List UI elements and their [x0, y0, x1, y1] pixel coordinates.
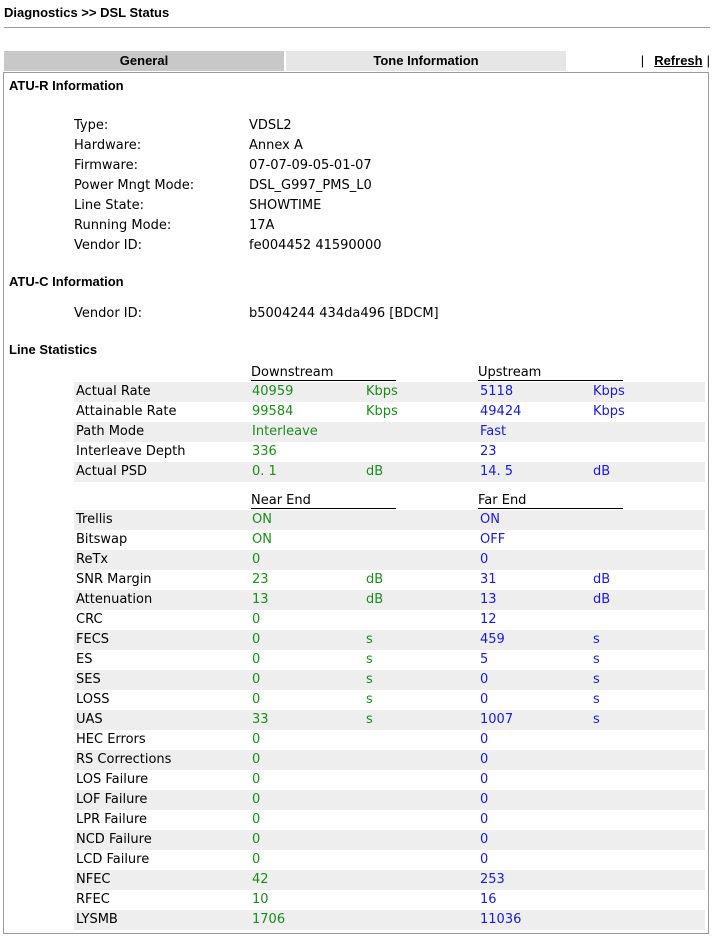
downstream-value: 0 — [252, 832, 261, 847]
upstream-value: 0 — [480, 552, 489, 567]
stat-label: Path Mode — [76, 424, 145, 439]
refresh-link[interactable]: Refresh — [654, 53, 703, 68]
upstream-value: 23 — [480, 444, 497, 459]
stat-label: SNR Margin — [76, 572, 152, 587]
info-label: Vendor ID: — [74, 306, 143, 321]
stat-label: Actual PSD — [76, 464, 147, 479]
stat-row — [74, 690, 705, 710]
stat-row — [74, 402, 705, 422]
downstream-value: 336 — [252, 444, 277, 459]
stat-row — [74, 710, 705, 730]
downstream-value: ON — [252, 532, 272, 547]
downstream-value: 0 — [252, 852, 261, 867]
upstream-value: 16 — [480, 892, 497, 907]
upstream-value: 253 — [480, 872, 505, 887]
info-value: VDSL2 — [249, 118, 292, 133]
stat-row — [74, 650, 705, 670]
stat-row — [74, 810, 705, 830]
downstream-unit: s — [366, 632, 373, 647]
tab-tone-information[interactable]: Tone Information — [286, 51, 566, 71]
stat-row — [74, 382, 705, 402]
downstream-value: Interleave — [252, 424, 318, 439]
atuc-section-title: ATU-C Information — [9, 274, 124, 289]
separator-pipe: | — [640, 53, 645, 68]
upstream-unit: dB — [593, 592, 611, 607]
near-end-header: Near End — [251, 493, 396, 509]
downstream-unit: Kbps — [366, 384, 398, 399]
upstream-value: 0 — [480, 732, 489, 747]
downstream-value: 40959 — [252, 384, 294, 399]
downstream-value: 13 — [252, 592, 269, 607]
info-label: Line State: — [74, 198, 145, 213]
stat-row — [74, 770, 705, 790]
stat-row — [74, 462, 705, 482]
upstream-value: 13 — [480, 592, 497, 607]
upstream-value: 0 — [480, 692, 489, 707]
downstream-value: 0 — [252, 792, 261, 807]
upstream-unit: s — [593, 652, 600, 667]
upstream-value: ON — [480, 512, 500, 527]
stat-row — [74, 550, 705, 570]
stat-label: LPR Failure — [76, 812, 148, 827]
info-label: Firmware: — [74, 158, 138, 173]
line-stats-title: Line Statistics — [9, 342, 98, 357]
info-label: Type: — [74, 118, 109, 133]
upstream-unit: s — [593, 692, 600, 707]
stat-label: LYSMB — [76, 912, 118, 927]
far-end-header: Far End — [478, 493, 623, 509]
stat-row — [74, 530, 705, 550]
title-divider — [4, 27, 710, 28]
stat-label: LCD Failure — [76, 852, 150, 867]
upstream-unit: s — [593, 632, 600, 647]
upstream-unit: Kbps — [593, 384, 625, 399]
stat-label: ES — [76, 652, 93, 667]
stat-label: Trellis — [76, 512, 113, 527]
upstream-value: 0 — [480, 772, 489, 787]
upstream-value: 5118 — [480, 384, 514, 399]
refresh-area — [566, 51, 710, 71]
info-value: DSL_G997_PMS_L0 — [249, 178, 372, 193]
downstream-unit: dB — [366, 464, 384, 479]
downstream-value: 0 — [252, 732, 261, 747]
downstream-value: 99584 — [252, 404, 294, 419]
stat-label: LOSS — [76, 692, 110, 707]
upstream-value: 0 — [480, 672, 489, 687]
info-label: Power Mngt Mode: — [74, 178, 195, 193]
downstream-value: 0 — [252, 752, 261, 767]
stat-label: SES — [76, 672, 101, 687]
downstream-value: 1706 — [252, 912, 286, 927]
upstream-unit: s — [593, 712, 600, 727]
upstream-value: 5 — [480, 652, 489, 667]
upstream-header: Upstream — [478, 365, 623, 381]
upstream-value: 0 — [480, 812, 489, 827]
downstream-value: 0 — [252, 632, 261, 647]
stat-label: LOS Failure — [76, 772, 149, 787]
upstream-value: OFF — [480, 532, 506, 547]
info-value: b5004244 434da496 [BDCM] — [249, 306, 439, 321]
upstream-value: 11036 — [480, 912, 522, 927]
stat-row — [74, 750, 705, 770]
stat-row — [74, 630, 705, 650]
stat-row — [74, 910, 705, 930]
downstream-value: ON — [252, 512, 272, 527]
stat-label: LOF Failure — [76, 792, 148, 807]
stat-label: Bitswap — [76, 532, 128, 547]
stat-row — [74, 870, 705, 890]
downstream-value: 0 — [252, 772, 261, 787]
stat-label: Attenuation — [76, 592, 153, 607]
downstream-value: 0 — [252, 692, 261, 707]
stat-row — [74, 670, 705, 690]
upstream-value: 14. 5 — [480, 464, 514, 479]
downstream-unit: dB — [366, 572, 384, 587]
stat-label: RS Corrections — [76, 752, 172, 767]
info-value: Annex A — [249, 138, 303, 153]
stat-label: Actual Rate — [76, 384, 151, 399]
stat-row — [74, 730, 705, 750]
info-value: fe004452 41590000 — [249, 238, 382, 253]
stat-label: Attainable Rate — [76, 404, 177, 419]
downstream-value: 0 — [252, 612, 261, 627]
stat-row — [74, 850, 705, 870]
info-label: Vendor ID: — [74, 238, 143, 253]
downstream-value: 0 — [252, 672, 261, 687]
stat-row — [74, 590, 705, 610]
upstream-value: 0 — [480, 832, 489, 847]
upstream-unit: s — [593, 672, 600, 687]
downstream-value: 0 — [252, 812, 261, 827]
page-title: Diagnostics >> DSL Status — [4, 5, 170, 20]
downstream-unit: s — [366, 672, 373, 687]
stat-row — [74, 442, 705, 462]
downstream-value: 0 — [252, 652, 261, 667]
info-value: 17A — [249, 218, 275, 233]
stat-label: NCD Failure — [76, 832, 152, 847]
separator-pipe: | — [706, 53, 710, 68]
downstream-value: 42 — [252, 872, 269, 887]
downstream-header: Downstream — [251, 365, 396, 381]
stat-row — [74, 890, 705, 910]
upstream-value: 12 — [480, 612, 497, 627]
upstream-value: 31 — [480, 572, 497, 587]
stat-row — [74, 570, 705, 590]
upstream-unit: Kbps — [593, 404, 625, 419]
downstream-value: 33 — [252, 712, 269, 727]
stat-row — [74, 610, 705, 630]
downstream-value: 0. 1 — [252, 464, 277, 479]
upstream-unit: dB — [593, 464, 611, 479]
upstream-value: 49424 — [480, 404, 522, 419]
downstream-unit: s — [366, 652, 373, 667]
stat-row — [74, 422, 705, 442]
stat-label: ReTx — [76, 552, 109, 567]
upstream-value: 459 — [480, 632, 505, 647]
downstream-unit: s — [366, 692, 373, 707]
upstream-value: 0 — [480, 792, 489, 807]
downstream-unit: dB — [366, 592, 384, 607]
info-value: SHOWTIME — [249, 198, 322, 213]
stat-label: FECS — [76, 632, 110, 647]
downstream-value: 23 — [252, 572, 269, 587]
tab-general[interactable]: General — [4, 51, 284, 71]
stat-row — [74, 830, 705, 850]
stat-label: Interleave Depth — [76, 444, 186, 459]
stat-label: CRC — [76, 612, 103, 627]
upstream-value: Fast — [480, 424, 507, 439]
stat-row — [74, 790, 705, 810]
upstream-value: 0 — [480, 752, 489, 767]
downstream-value: 10 — [252, 892, 269, 907]
stat-label: UAS — [76, 712, 103, 727]
info-value: 07-07-09-05-01-07 — [249, 158, 372, 173]
upstream-unit: dB — [593, 572, 611, 587]
upstream-value: 0 — [480, 852, 489, 867]
stat-row — [74, 510, 705, 530]
downstream-unit: Kbps — [366, 404, 398, 419]
stat-label: RFEC — [76, 892, 110, 907]
upstream-value: 1007 — [480, 712, 514, 727]
atur-section-title: ATU-R Information — [9, 78, 124, 93]
stat-label: NFEC — [76, 872, 111, 887]
stat-label: HEC Errors — [76, 732, 146, 747]
downstream-value: 0 — [252, 552, 261, 567]
info-label: Running Mode: — [74, 218, 172, 233]
downstream-unit: s — [366, 712, 373, 727]
info-label: Hardware: — [74, 138, 142, 153]
